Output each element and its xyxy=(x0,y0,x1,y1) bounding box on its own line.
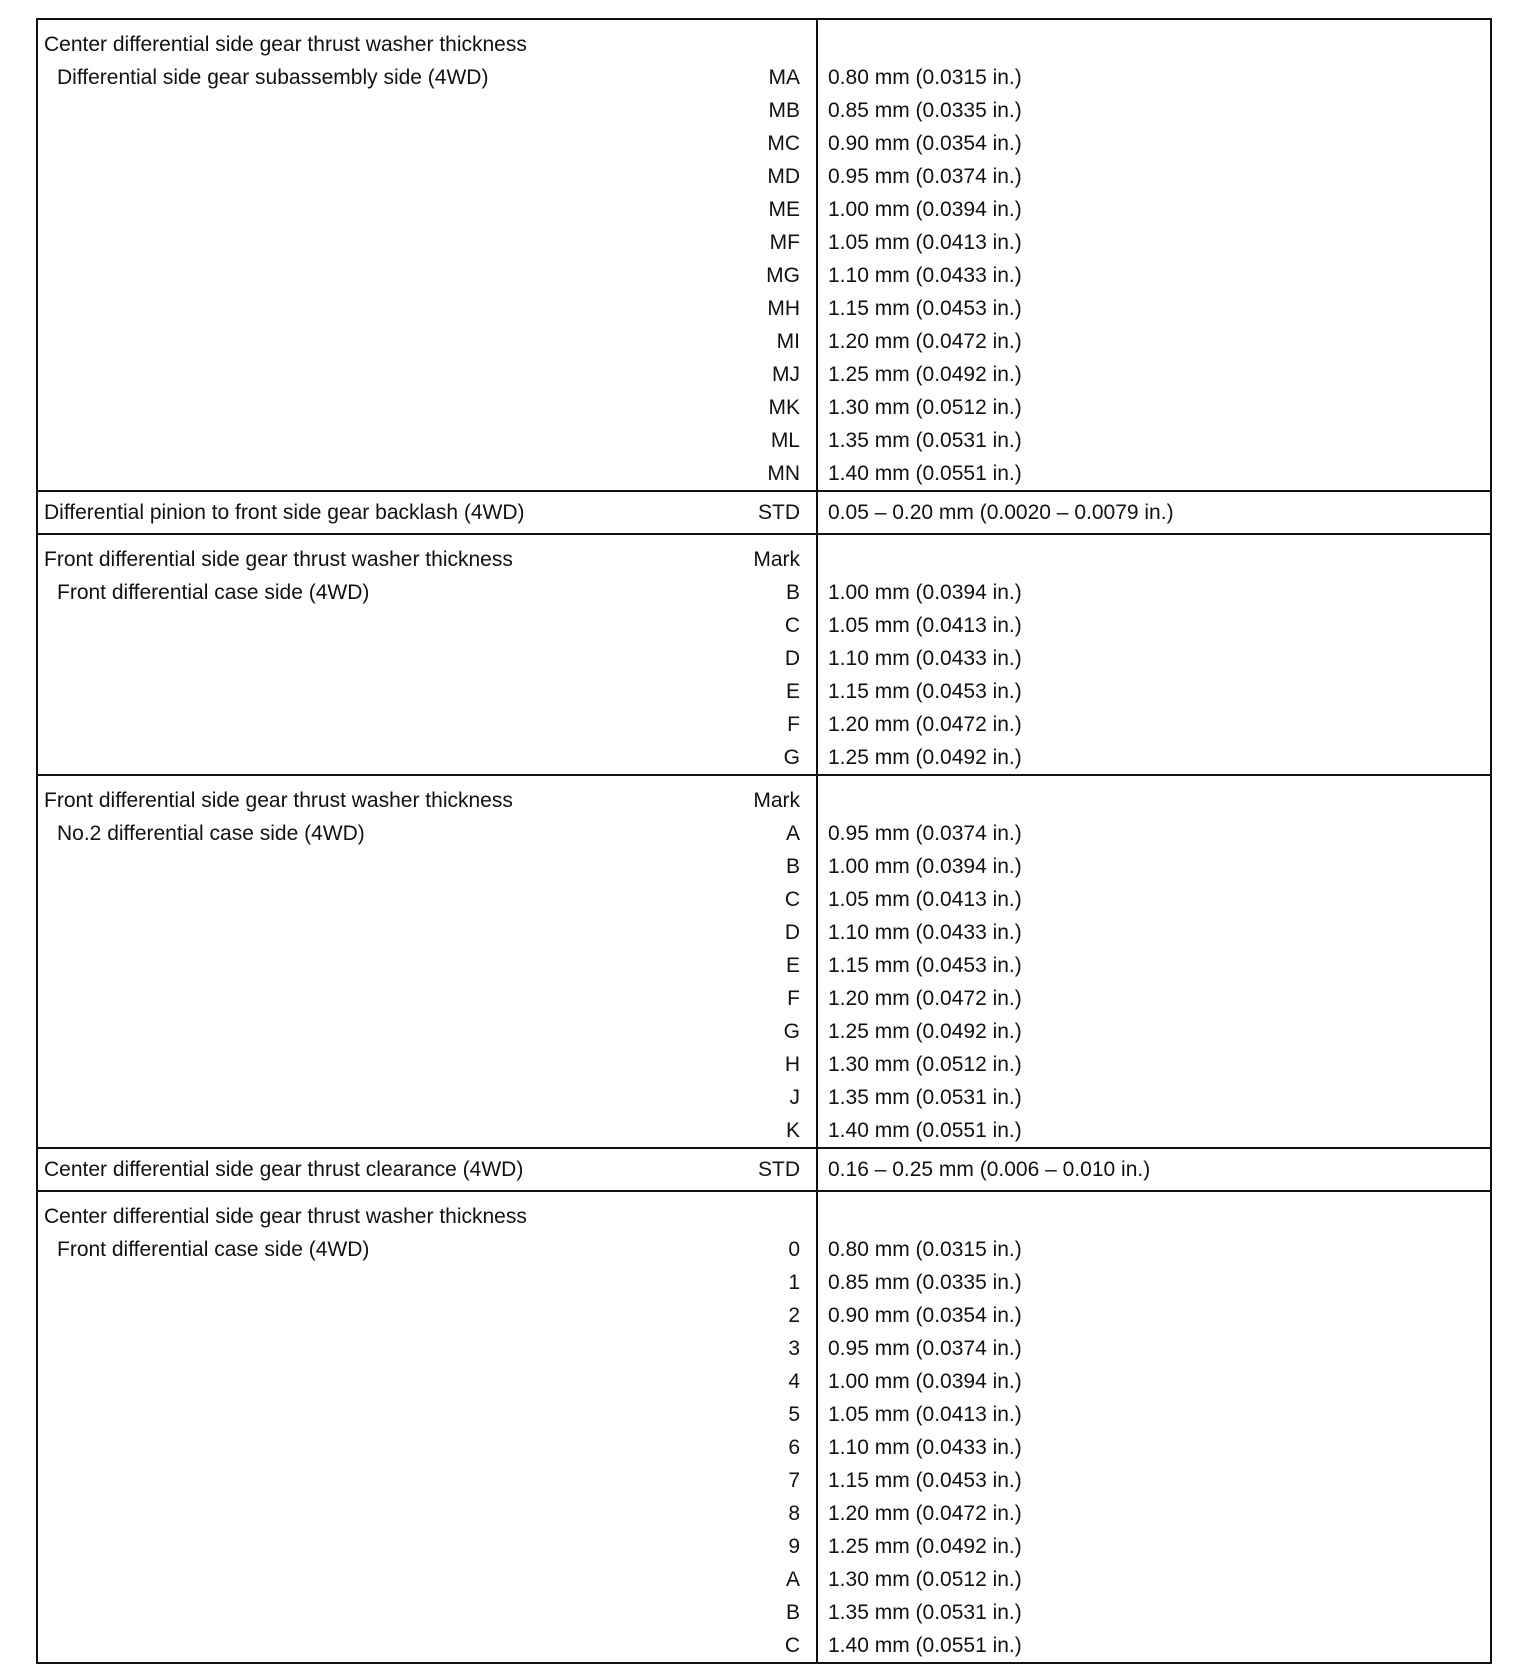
mark-cell: ML xyxy=(770,429,800,452)
mark-cell: MN xyxy=(767,462,800,485)
value-cell: 1.20 mm (0.0472 in.) xyxy=(828,713,1022,736)
value-cell: 1.30 mm (0.0512 in.) xyxy=(828,1053,1022,1076)
value-cell: 0.95 mm (0.0374 in.) xyxy=(828,165,1022,188)
mark-cell: 3 xyxy=(788,1337,800,1360)
mark-cell: F xyxy=(787,987,800,1010)
value-cell: 1.40 mm (0.0551 in.) xyxy=(828,1119,1022,1142)
value-cell: 0.85 mm (0.0335 in.) xyxy=(828,99,1022,122)
value-cell: 1.10 mm (0.0433 in.) xyxy=(828,1436,1022,1459)
mark-cell: 8 xyxy=(788,1502,800,1525)
section-title: Front differential side gear thrust washer thickness xyxy=(44,789,513,812)
section-title: Center differential side gear thrust clearance (4WD) xyxy=(44,1158,524,1181)
mark-column xyxy=(736,1192,816,1662)
mark-cell: G xyxy=(783,1020,800,1043)
value-cell: 1.15 mm (0.0453 in.) xyxy=(828,297,1022,320)
value-cell: 1.20 mm (0.0472 in.) xyxy=(828,987,1022,1010)
value-cell: 1.40 mm (0.0551 in.) xyxy=(828,1634,1022,1657)
std-mark: STD xyxy=(758,501,800,524)
value-cell: 0.95 mm (0.0374 in.) xyxy=(828,1337,1022,1360)
mark-cell: E xyxy=(785,954,800,977)
value-cell: 1.00 mm (0.0394 in.) xyxy=(828,1370,1022,1393)
mark-cell: C xyxy=(784,888,800,911)
section-title: Center differential side gear thrust washer thickness xyxy=(44,33,527,56)
std-mark: STD xyxy=(758,1158,800,1181)
value-cell: 1.35 mm (0.0531 in.) xyxy=(828,1601,1022,1624)
value-cell: 1.25 mm (0.0492 in.) xyxy=(828,363,1022,386)
section-title: Front differential side gear thrust washer thickness xyxy=(44,548,513,571)
section-title: Center differential side gear thrust washer thickness xyxy=(44,1205,527,1228)
mark-cell: C xyxy=(784,614,800,637)
mark-cell: MD xyxy=(767,165,800,188)
mark-cell: F xyxy=(787,713,800,736)
mark-cell: 4 xyxy=(788,1370,800,1393)
value-header-blank xyxy=(828,543,1490,576)
section-subtitle: Front differential case side (4WD) xyxy=(57,1238,370,1261)
mark-cell: MC xyxy=(767,132,800,155)
value-cell: 0.90 mm (0.0354 in.) xyxy=(828,132,1022,155)
mark-cell: D xyxy=(784,921,800,944)
spec-section-pinion-backlash xyxy=(38,490,1490,533)
mark-cell: 9 xyxy=(788,1535,800,1558)
value-cell: 1.10 mm (0.0433 in.) xyxy=(828,647,1022,670)
mark-cell: G xyxy=(783,746,800,769)
mark-cell: E xyxy=(785,680,800,703)
value-cell: 1.05 mm (0.0413 in.) xyxy=(828,1403,1022,1426)
mark-cell: A xyxy=(785,822,800,845)
spec-section-front-washer-front-case xyxy=(38,533,1490,774)
mark-cell: J xyxy=(789,1086,800,1109)
value-cell: 1.20 mm (0.0472 in.) xyxy=(828,1502,1022,1525)
mark-cell: 5 xyxy=(788,1403,800,1426)
value-cell: 1.05 mm (0.0413 in.) xyxy=(828,614,1022,637)
mark-header: Mark xyxy=(753,789,800,812)
mark-cell: MF xyxy=(769,231,800,254)
mark-cell: D xyxy=(784,647,800,670)
value-cell: 1.30 mm (0.0512 in.) xyxy=(828,396,1022,419)
value-header-blank xyxy=(828,1200,1490,1233)
value-cell: 1.05 mm (0.0413 in.) xyxy=(828,231,1022,254)
section-subtitle: Front differential case side (4WD) xyxy=(57,581,370,604)
mark-cell: 0 xyxy=(788,1238,800,1261)
mark-cell: 1 xyxy=(788,1271,800,1294)
mark-cell: C xyxy=(784,1634,800,1657)
value-column xyxy=(816,776,1490,1147)
value-cell: 1.35 mm (0.0531 in.) xyxy=(828,429,1022,452)
mark-cell: MB xyxy=(768,99,800,122)
value-column xyxy=(816,1192,1490,1662)
value-cell: 1.25 mm (0.0492 in.) xyxy=(828,1535,1022,1558)
section-subtitle: No.2 differential case side (4WD) xyxy=(57,822,365,845)
value-cell: 1.00 mm (0.0394 in.) xyxy=(828,581,1022,604)
value-cell: 1.30 mm (0.0512 in.) xyxy=(828,1568,1022,1591)
value-cell: 1.00 mm (0.0394 in.) xyxy=(828,855,1022,878)
mark-cell: MK xyxy=(768,396,800,419)
value-cell: 1.15 mm (0.0453 in.) xyxy=(828,1469,1022,1492)
mark-cell: MG xyxy=(766,264,800,287)
mark-column xyxy=(736,20,816,490)
mark-cell: K xyxy=(785,1119,800,1142)
mark-cell: 7 xyxy=(788,1469,800,1492)
spec-section-center-washer-front-case xyxy=(38,1190,1490,1662)
value-cell: 1.20 mm (0.0472 in.) xyxy=(828,330,1022,353)
mark-cell: B xyxy=(785,581,800,604)
mark-column xyxy=(736,535,816,774)
value-cell: 1.25 mm (0.0492 in.) xyxy=(828,1020,1022,1043)
spec-table xyxy=(36,18,1492,1664)
value-cell: 1.25 mm (0.0492 in.) xyxy=(828,746,1022,769)
value-cell: 0.95 mm (0.0374 in.) xyxy=(828,822,1022,845)
mark-cell: A xyxy=(785,1568,800,1591)
spec-section-center-washer-subassembly xyxy=(38,20,1490,490)
spec-section-front-washer-no2-case xyxy=(38,774,1490,1147)
value-cell: 0.80 mm (0.0315 in.) xyxy=(828,1238,1022,1261)
std-value: 0.16 – 0.25 mm (0.006 – 0.010 in.) xyxy=(828,1158,1151,1181)
value-cell: 1.00 mm (0.0394 in.) xyxy=(828,198,1022,221)
value-cell: 0.85 mm (0.0335 in.) xyxy=(828,1271,1022,1294)
section-subtitle: Differential side gear subassembly side (4WD) xyxy=(57,66,489,89)
std-value: 0.05 – 0.20 mm (0.0020 – 0.0079 in.) xyxy=(828,501,1174,524)
mark-column xyxy=(736,776,816,1147)
mark-cell: ME xyxy=(768,198,800,221)
value-cell: 1.15 mm (0.0453 in.) xyxy=(828,954,1022,977)
mark-header xyxy=(736,1200,800,1233)
value-column xyxy=(816,535,1490,774)
value-cell: 1.35 mm (0.0531 in.) xyxy=(828,1086,1022,1109)
value-cell: 1.40 mm (0.0551 in.) xyxy=(828,462,1022,485)
mark-cell: B xyxy=(785,1601,800,1624)
mark-cell: MH xyxy=(767,297,800,320)
section-title: Differential pinion to front side gear backlash (4WD) xyxy=(44,501,525,524)
mark-header xyxy=(736,28,800,61)
mark-cell: H xyxy=(784,1053,800,1076)
mark-cell: 6 xyxy=(788,1436,800,1459)
value-cell: 0.80 mm (0.0315 in.) xyxy=(828,66,1022,89)
mark-cell: MJ xyxy=(772,363,800,386)
value-cell: 1.15 mm (0.0453 in.) xyxy=(828,680,1022,703)
mark-cell: MA xyxy=(768,66,800,89)
mark-header: Mark xyxy=(753,548,800,571)
value-header-blank xyxy=(828,28,1490,61)
value-cell: 0.90 mm (0.0354 in.) xyxy=(828,1304,1022,1327)
mark-cell: B xyxy=(785,855,800,878)
value-cell: 1.10 mm (0.0433 in.) xyxy=(828,264,1022,287)
value-header-blank xyxy=(828,784,1490,817)
value-column xyxy=(816,20,1490,490)
spec-section-center-thrust-clearance xyxy=(38,1147,1490,1190)
mark-cell: MI xyxy=(776,330,800,353)
mark-cell: 2 xyxy=(788,1304,800,1327)
value-cell: 1.10 mm (0.0433 in.) xyxy=(828,921,1022,944)
value-cell: 1.05 mm (0.0413 in.) xyxy=(828,888,1022,911)
